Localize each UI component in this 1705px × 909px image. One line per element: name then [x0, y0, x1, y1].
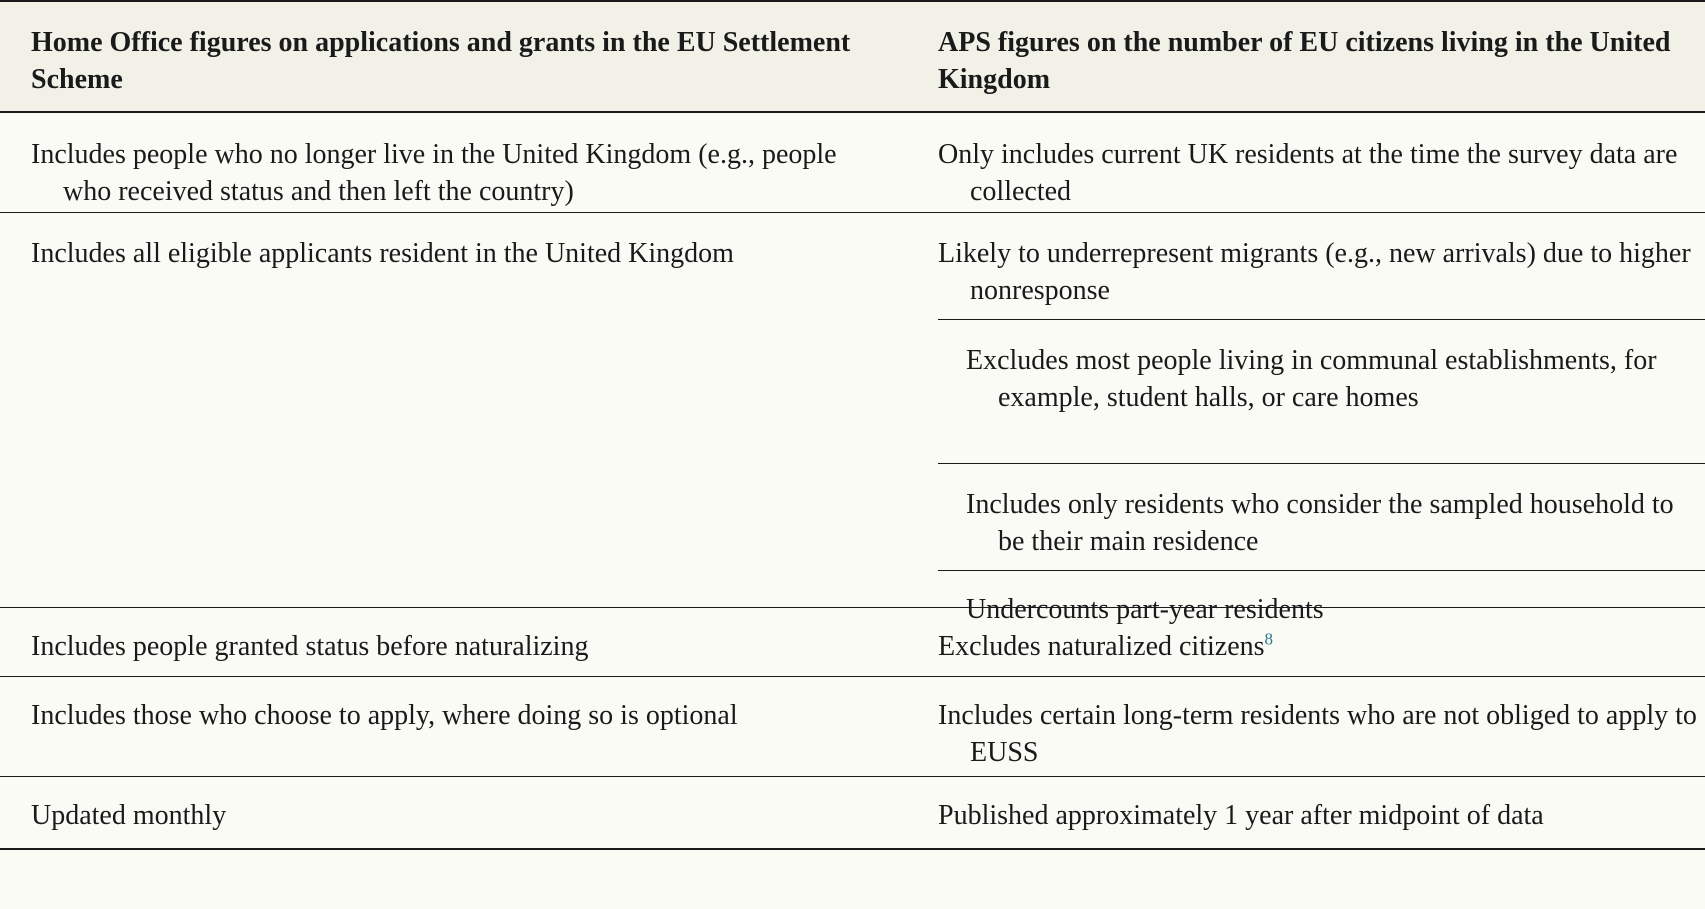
aps-cell — [938, 213, 1705, 625]
aps-subcell — [938, 571, 1705, 625]
table-row — [0, 113, 1705, 213]
home-office-cell — [31, 235, 891, 272]
cell-text: Excludes most people living in communal establishments, for example, student halls, or care homes — [966, 345, 1657, 413]
aps-subcell — [938, 213, 1705, 320]
home-office-cell — [31, 136, 891, 210]
cell-text: Includes those who choose to apply, where doing so is optional — [31, 700, 738, 731]
aps-cell — [938, 797, 1705, 834]
cell-text: Includes people who no longer live in the United Kingdom (e.g., people who received status and then left the country) — [31, 139, 837, 207]
home-office-cell — [31, 797, 891, 834]
cell-text-main: Excludes naturalized citizens — [938, 631, 1265, 662]
aps-subcell — [938, 320, 1705, 464]
table-header — [0, 0, 1705, 113]
column-header-aps: APS figures on the number of EU citizens living in the United Kingdom — [938, 27, 1671, 95]
aps-cell — [938, 136, 1705, 210]
cell-text: Likely to underrepresent migrants (e.g., new arrivals) due to higher nonresponse — [938, 238, 1691, 306]
table-row — [0, 777, 1705, 850]
cell-text: Published approximately 1 year after midpoint of data — [938, 800, 1544, 831]
home-office-cell — [31, 697, 891, 734]
footnote-link[interactable]: 8 — [1264, 629, 1274, 649]
cell-text — [938, 628, 1705, 665]
aps-subcell — [938, 464, 1705, 571]
aps-cell — [938, 628, 1705, 665]
home-office-cell — [31, 628, 891, 665]
table-row — [0, 608, 1705, 677]
cell-text: Includes all eligible applicants resident in the United Kingdom — [31, 238, 734, 269]
cell-text: Includes people granted status before naturalizing — [31, 631, 589, 662]
column-header-home-office: Home Office figures on applications and grants in the EU Settlement Scheme — [31, 27, 851, 95]
cell-text: Undercounts part-year residents — [966, 594, 1324, 625]
cell-text: Updated monthly — [31, 800, 227, 831]
cell-text: Only includes current UK residents at the time the survey data are collected — [938, 139, 1678, 207]
aps-cell — [938, 697, 1705, 771]
table-row — [0, 677, 1705, 777]
table-row — [0, 213, 1705, 625]
cell-text: Includes only residents who consider the sampled household to be their main residence — [966, 489, 1674, 557]
cell-text: Includes certain long-term residents who are not obliged to apply to EUSS — [938, 700, 1697, 768]
